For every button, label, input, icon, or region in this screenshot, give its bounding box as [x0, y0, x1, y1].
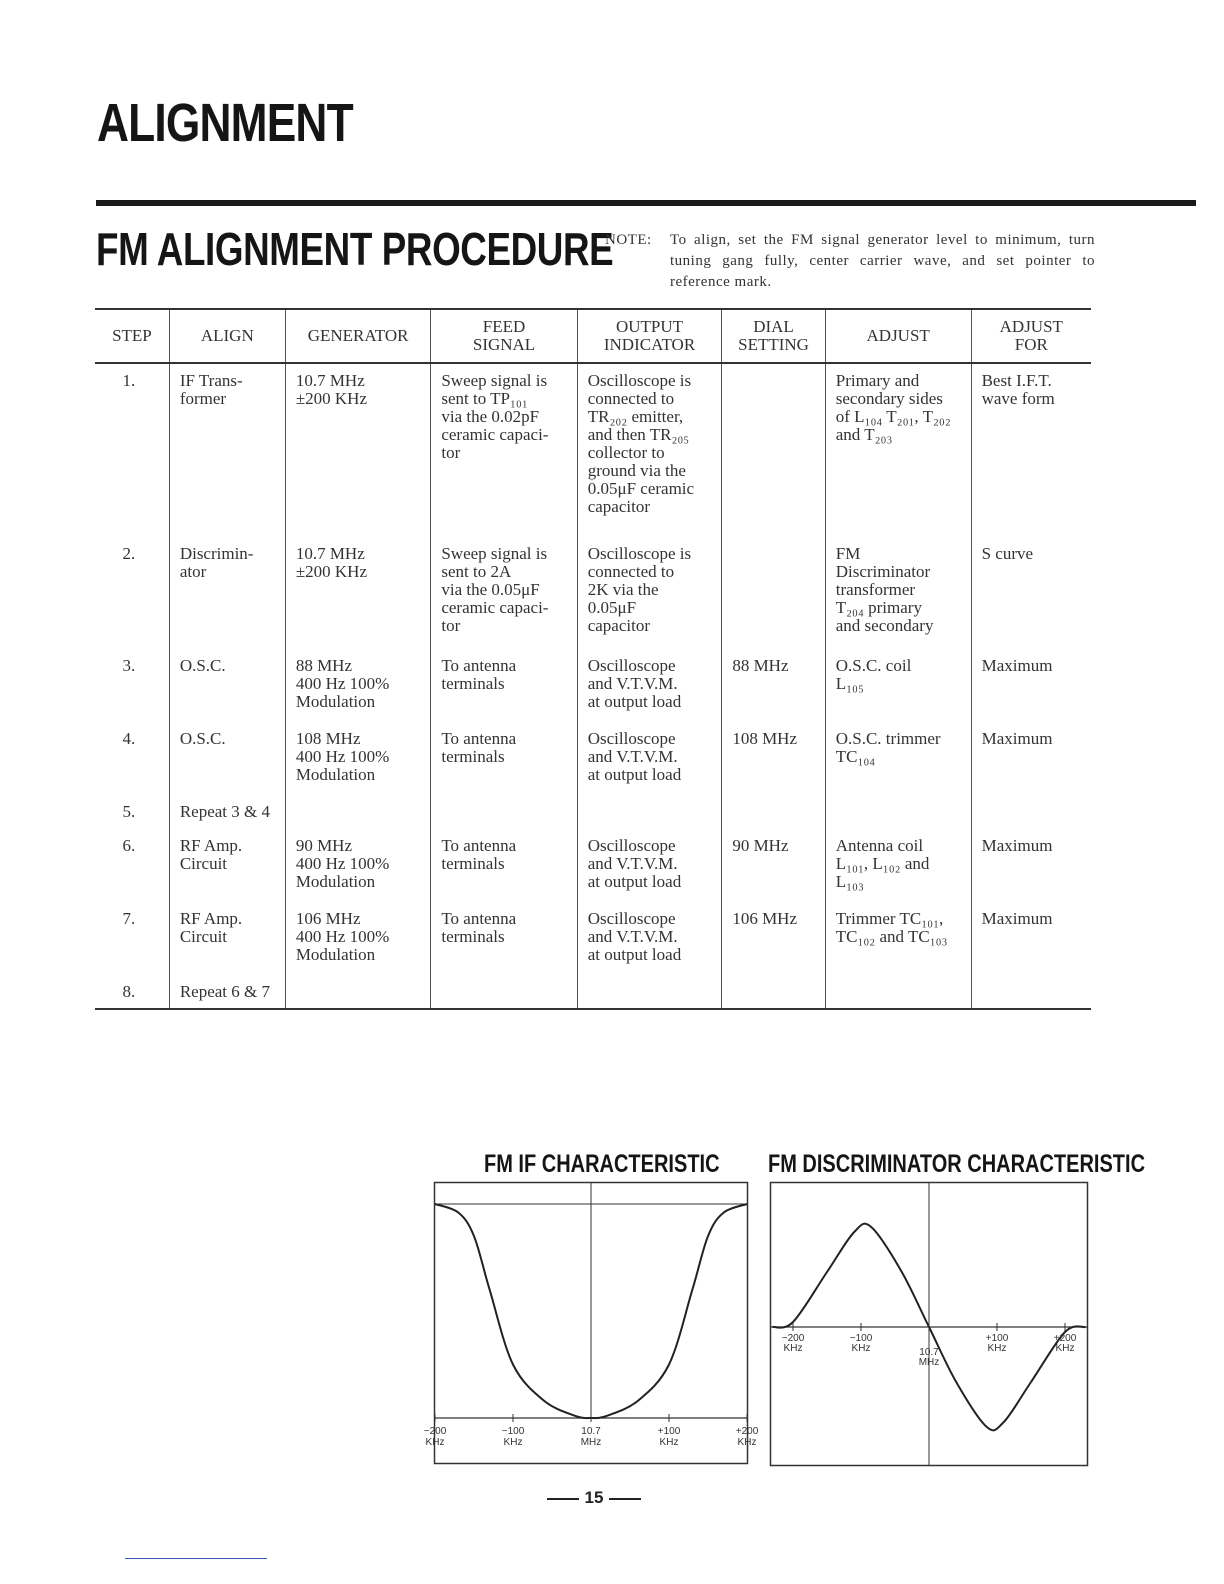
cell-generator: 88 MHz 400 Hz 100% Modulation [285, 649, 431, 722]
cell-step: 2. [122, 543, 136, 563]
footer-line [125, 1558, 267, 1559]
cell-adjust: Primary and secondary sides of L₁₀₄ T₂₀₁, T₂₀₂ and T₂₀₃ [825, 363, 971, 537]
cell-adjust-for: Maximum [971, 722, 1091, 795]
note-text: To align, set the FM signal generator level to minimum, turn tuning gang fully, center carrier wave, and set pointer to reference mark. [670, 232, 1095, 290]
note [605, 230, 1095, 293]
page-number-dash-right [609, 1498, 641, 1500]
table-row [95, 829, 1091, 902]
header-align: ALIGN [169, 309, 285, 363]
cell-feed-signal [431, 795, 577, 828]
cell-dial-setting [722, 975, 825, 1009]
table-row [95, 722, 1091, 795]
alignment-table [95, 308, 1091, 1010]
cell-output-indicator [577, 795, 722, 828]
cell-step: 1. [122, 371, 136, 390]
header-feed-signal: FEED SIGNAL [431, 309, 577, 363]
cell-align: Repeat 3 & 4 [169, 795, 285, 828]
cell-dial-setting: 88 MHz [722, 649, 825, 722]
cell-generator: 10.7 MHz ±200 KHz [285, 363, 431, 537]
header-output-indicator: OUTPUT INDICATOR [577, 309, 722, 363]
header-generator: GENERATOR [285, 309, 431, 363]
if-tick-unit: KHz [425, 1437, 445, 1448]
cell-output-indicator: Oscilloscope is connected to TR₂₀₂ emitter, and then TR₂₀₅ collector to ground via the 0.05μF ceramic capacitor [577, 363, 722, 537]
if-characteristic-chart [423, 1182, 759, 1464]
cell-dial-setting: 106 MHz [722, 902, 825, 975]
page-number-dash-left [547, 1498, 579, 1500]
cell-generator: 90 MHz 400 Hz 100% Modulation [285, 829, 431, 902]
cell-adjust-for: Best I.F.T. wave form [971, 363, 1091, 537]
table-row [95, 975, 1091, 1009]
if-tick-unit: KHz [503, 1437, 523, 1448]
cell-step: 3. [122, 656, 136, 676]
cell-align: O.S.C. [169, 722, 285, 795]
header-dial-setting: DIAL SETTING [722, 309, 825, 363]
cell-feed-signal: To antenna terminals [431, 829, 577, 902]
cell-step: 5. [122, 802, 136, 822]
cell-generator [285, 975, 431, 1009]
cell-dial-setting: 90 MHz [722, 829, 825, 902]
page-number-text: 15 [584, 1488, 604, 1507]
cell-align: RF Amp. Circuit [169, 829, 285, 902]
cell-adjust: O.S.C. trimmer TC₁₀₄ [825, 722, 971, 795]
title-rule [96, 200, 1196, 206]
cell-align: Repeat 6 & 7 [169, 975, 285, 1009]
cell-adjust-for: Maximum [971, 829, 1091, 902]
disc-tick-unit: KHz [1055, 1343, 1075, 1354]
disc-tick-unit: KHz [783, 1343, 803, 1354]
disc-tick-unit: KHz [851, 1343, 871, 1354]
discriminator-chart-title: FM DISCRIMINATOR CHARACTERISTIC [768, 1150, 1146, 1178]
cell-dial-setting: 108 MHz [722, 722, 825, 795]
table-body [95, 363, 1091, 1009]
disc-tick-unit: MHz [918, 1357, 940, 1368]
cell-step: 7. [122, 908, 136, 928]
if-tick-value: 10.7 [581, 1426, 601, 1437]
if-tick-unit: KHz [659, 1437, 679, 1448]
disc-tick-value: −200 [781, 1333, 805, 1344]
if-tick-value: −100 [501, 1426, 525, 1437]
cell-feed-signal: To antenna terminals [431, 649, 577, 722]
cell-step: 8. [122, 981, 136, 1001]
cell-adjust [825, 975, 971, 1009]
if-chart-title: FM IF CHARACTERISTIC [484, 1150, 720, 1178]
cell-align: IF Trans- former [169, 363, 285, 537]
cell-adjust-for: Maximum [971, 902, 1091, 975]
page-title: ALIGNMENT [97, 93, 353, 153]
cell-dial-setting [722, 363, 825, 537]
cell-adjust-for: Maximum [971, 649, 1091, 722]
if-tick-unit: KHz [737, 1437, 757, 1448]
cell-output-indicator: Oscilloscope and V.T.V.M. at output load [577, 649, 722, 722]
disc-tick-value: +100 [985, 1333, 1009, 1344]
cell-adjust-for: S curve [971, 537, 1091, 650]
cell-dial-setting [722, 537, 825, 650]
note-label: NOTE: [605, 232, 652, 248]
cell-generator [285, 795, 431, 828]
cell-output-indicator: Oscilloscope and V.T.V.M. at output load [577, 722, 722, 795]
cell-adjust [825, 795, 971, 828]
table-header-row [95, 309, 1091, 363]
disc-tick-value: +200 [1053, 1333, 1077, 1344]
if-tick-value: +200 [735, 1426, 759, 1437]
header-adjust: ADJUST [825, 309, 971, 363]
cell-step: 6. [122, 835, 136, 855]
cell-feed-signal: To antenna terminals [431, 722, 577, 795]
cell-feed-signal: Sweep signal is sent to 2A via the 0.05μF ceramic capaci- tor [431, 537, 577, 650]
cell-adjust-for [971, 975, 1091, 1009]
cell-dial-setting [722, 795, 825, 828]
cell-adjust: O.S.C. coil L₁₀₅ [825, 649, 971, 722]
disc-tick-value: 10.7 [919, 1347, 939, 1358]
header-adjust-for: ADJUST FOR [971, 309, 1091, 363]
cell-output-indicator: Oscilloscope is connected to 2K via the 0.05μF capacitor [577, 537, 722, 650]
table-row [95, 363, 1091, 537]
discriminator-characteristic-chart [770, 1182, 1088, 1466]
table-row [95, 902, 1091, 975]
cell-adjust: Trimmer TC₁₀₁, TC₁₀₂ and TC₁₀₃ [825, 902, 971, 975]
section-title: FM ALIGNMENT PROCEDURE [96, 223, 614, 275]
cell-feed-signal: Sweep signal is sent to TP₁₀₁ via the 0.02pF ceramic capaci- tor [431, 363, 577, 537]
disc-tick-value: −100 [849, 1333, 873, 1344]
cell-generator: 10.7 MHz ±200 KHz [285, 537, 431, 650]
cell-align: O.S.C. [169, 649, 285, 722]
cell-align: RF Amp. Circuit [169, 902, 285, 975]
cell-adjust: Antenna coil L₁₀₁, L₁₀₂ and L₁₀₃ [825, 829, 971, 902]
cell-adjust-for [971, 795, 1091, 828]
cell-align: Discrimin- ator [169, 537, 285, 650]
cell-step: 4. [122, 729, 136, 749]
header-step: STEP [95, 309, 169, 363]
cell-adjust: FM Discriminator transformer T₂₀₄ primary and secondary [825, 537, 971, 650]
table-row [95, 537, 1091, 650]
cell-output-indicator [577, 975, 722, 1009]
page-number [540, 1488, 648, 1508]
disc-tick-unit: KHz [987, 1343, 1007, 1354]
if-tick-value: −200 [423, 1426, 447, 1437]
cell-output-indicator: Oscilloscope and V.T.V.M. at output load [577, 829, 722, 902]
if-tick-value: +100 [657, 1426, 681, 1437]
cell-feed-signal: To antenna terminals [431, 902, 577, 975]
if-tick-unit: MHz [580, 1437, 602, 1448]
table-row [95, 795, 1091, 828]
cell-output-indicator: Oscilloscope and V.T.V.M. at output load [577, 902, 722, 975]
cell-generator: 106 MHz 400 Hz 100% Modulation [285, 902, 431, 975]
cell-feed-signal [431, 975, 577, 1009]
cell-generator: 108 MHz 400 Hz 100% Modulation [285, 722, 431, 795]
table-row [95, 649, 1091, 722]
